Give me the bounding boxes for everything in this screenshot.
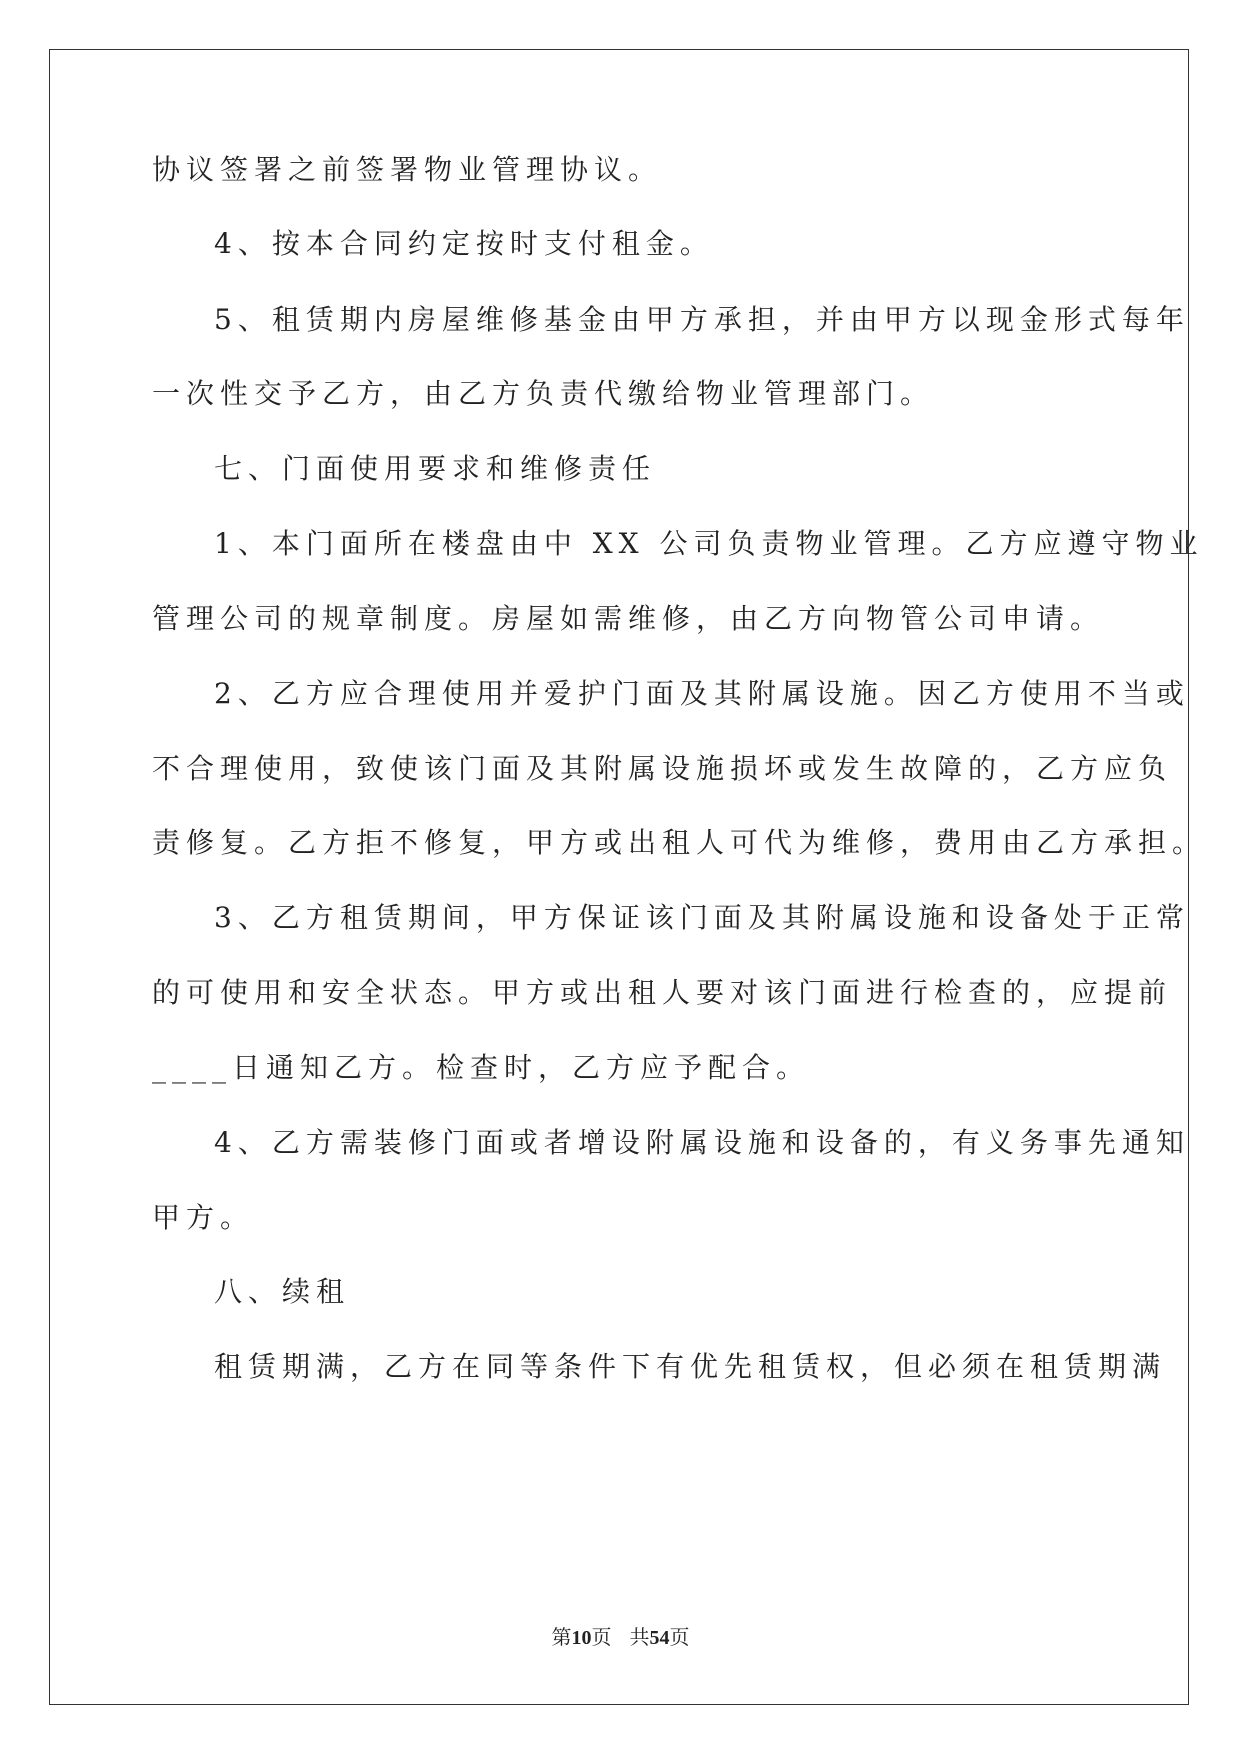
text-line-12: 的可使用和安全状态。甲方或出租人要对该门面进行检查的，应提前 (152, 976, 1173, 1009)
text-line-4: 一次性交予乙方，由乙方负责代缴给物业管理部门。 (152, 377, 935, 410)
text-line-13: ____日通知乙方。检查时，乙方应予配合。 (152, 1051, 811, 1084)
text-line-15: 甲方。 (152, 1201, 255, 1234)
text-line-7: 管理公司的规章制度。房屋如需维修，由乙方向物管公司申请。 (152, 602, 1105, 635)
text-line-2: 4、按本合同约定按时支付租金。 (214, 227, 714, 260)
text-line-10: 责修复。乙方拒不修复，甲方或出租人可代为维修，费用由乙方承担。 (152, 826, 1207, 859)
text-line-1: 协议签署之前签署物业管理协议。 (152, 153, 663, 186)
section-heading-8: 八、续租 (214, 1275, 351, 1308)
text-line-9: 不合理使用，致使该门面及其附属设施损坏或发生故障的，乙方应负 (152, 752, 1173, 785)
text-line-3: 5、租赁期内房屋维修基金由甲方承担，并由甲方以现金形式每年 (214, 303, 1190, 336)
page-number: 10 (571, 1627, 592, 1649)
text-line-14: 4、乙方需装修门面或者增设附属设施和设备的，有义务事先通知 (214, 1126, 1190, 1159)
total-pages: 54 (649, 1627, 670, 1649)
page-prefix: 第 (551, 1625, 572, 1649)
section-heading-7: 七、门面使用要求和维修责任 (214, 452, 657, 485)
page-suffix: 页 (591, 1625, 612, 1649)
text-line-11: 3、乙方租赁期间，甲方保证该门面及其附属设施和设备处于正常 (214, 901, 1190, 934)
text-line-17: 租赁期满，乙方在同等条件下有优先租赁权，但必须在租赁期满 (214, 1350, 1167, 1383)
page-footer (0, 1624, 1241, 1651)
text-line-6: 1、本门面所在楼盘由中 XX 公司负责物业管理。乙方应遵守物业 (214, 527, 1204, 560)
total-suffix: 页 (669, 1625, 690, 1649)
total-prefix: 共 (629, 1625, 650, 1649)
text-line-8: 2、乙方应合理使用并爱护门面及其附属设施。因乙方使用不当或 (214, 677, 1190, 710)
page-border (49, 49, 1189, 1705)
